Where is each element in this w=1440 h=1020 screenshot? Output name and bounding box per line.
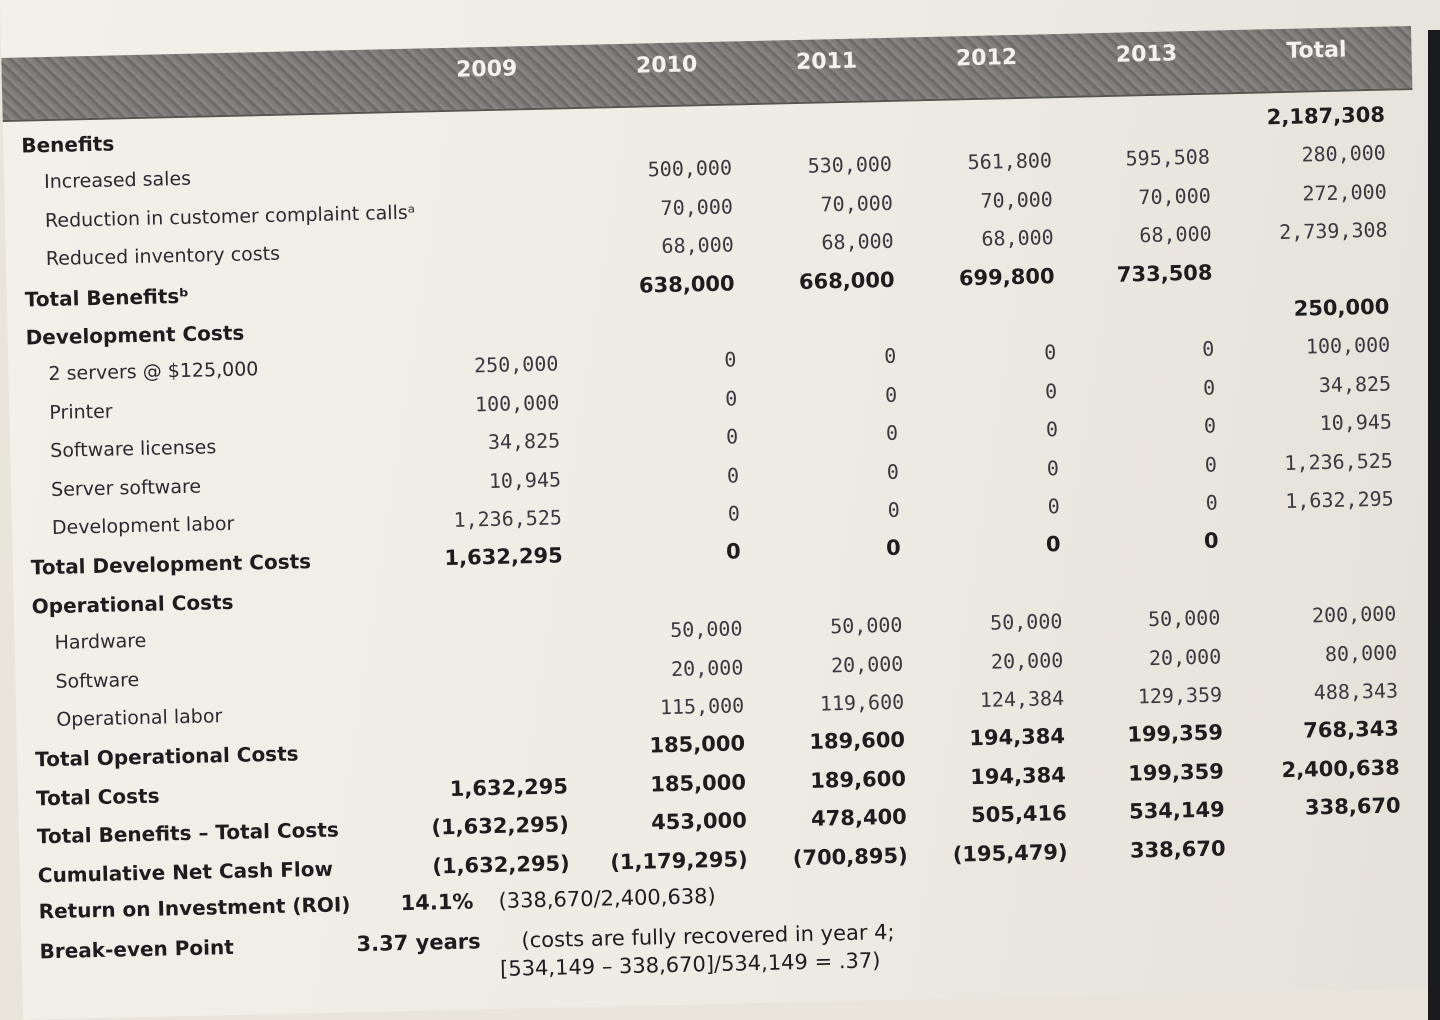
- cell-2010: 0: [726, 462, 740, 488]
- cell-2011: 0: [886, 459, 900, 484]
- cell-2013: [1073, 299, 1213, 302]
- cell-2013: 0: [1202, 375, 1216, 400]
- cell-2009: [423, 582, 563, 585]
- year-header-2013: 2013: [1115, 41, 1178, 68]
- cell-total: [1255, 563, 1395, 566]
- cell-2012: 0: [1045, 417, 1059, 442]
- cell-2012: 0: [1044, 378, 1058, 404]
- cell-2012: 50,000: [989, 609, 1063, 635]
- cell-total: 488,343: [1313, 678, 1399, 705]
- cell-2010: 185,000: [650, 770, 747, 797]
- cell-2009: 100,000: [474, 390, 560, 417]
- cell-2009: [415, 198, 555, 201]
- cell-2009: 10,945: [488, 466, 562, 493]
- cell-2012: 699,800: [958, 263, 1055, 290]
- cell-2009: [416, 275, 556, 278]
- cell-2013: 0: [1203, 413, 1217, 438]
- cell-2011: 0: [885, 420, 899, 446]
- cell-2011: 0: [885, 536, 901, 561]
- row-label: Increased sales: [43, 168, 192, 194]
- cell-total: 280,000: [1301, 140, 1387, 167]
- cell-2010: [601, 578, 741, 581]
- cell-2010: 185,000: [649, 731, 746, 758]
- row-label: Operational Costs: [31, 589, 234, 619]
- cell-2012: 68,000: [981, 225, 1054, 251]
- cell-2013: [1069, 107, 1209, 110]
- roi-label: Return on Investment (ROI): [38, 892, 351, 924]
- row-label: Reduction in customer complaint callsᵃ: [44, 201, 416, 232]
- cell-total: 1,236,525: [1284, 448, 1394, 475]
- cell-2010: 0: [724, 347, 737, 373]
- cell-2009: [427, 736, 567, 739]
- row-label: Operational labor: [56, 705, 223, 731]
- cell-total: 338,670: [1304, 793, 1401, 820]
- year-header-2012: 2012: [955, 44, 1018, 72]
- row-label: Total Benefitsᵇ: [24, 283, 190, 312]
- cell-2013: 0: [1201, 336, 1215, 362]
- cell-2011: 530,000: [807, 152, 893, 179]
- page-edge-shadow: [1428, 30, 1440, 1020]
- cell-2012: [921, 571, 1061, 574]
- row-label: Benefits: [21, 131, 115, 158]
- cell-2010: 638,000: [638, 271, 735, 298]
- row-label: Reduced inventory costs: [45, 242, 281, 271]
- cell-2012: 70,000: [980, 186, 1054, 213]
- cell-2010: 500,000: [647, 155, 733, 182]
- cell-total: 1,632,295: [1285, 486, 1394, 513]
- cell-2010: [591, 117, 731, 120]
- year-header-2010: 2010: [635, 52, 698, 79]
- cell-2013: 338,670: [1129, 836, 1226, 863]
- cell-2010: 68,000: [661, 232, 735, 259]
- cell-2013: 199,359: [1127, 759, 1225, 786]
- cell-2013: 50,000: [1147, 605, 1221, 632]
- cell-2011: [751, 114, 891, 117]
- cell-2010: [595, 309, 735, 312]
- cell-2013: 129,359: [1137, 682, 1223, 709]
- cell-2010: 0: [727, 501, 741, 526]
- cell-2011: 0: [883, 344, 897, 369]
- cell-2009: [425, 659, 565, 662]
- cell-2012: [915, 302, 1055, 305]
- cell-2012: 194,384: [969, 762, 1067, 789]
- cell-2013: 0: [1203, 528, 1219, 554]
- row-label: Total Development Costs: [30, 549, 312, 580]
- cell-2010: 0: [725, 424, 739, 449]
- cell-2009: [426, 697, 566, 700]
- cell-total: 272,000: [1302, 179, 1387, 206]
- cell-2011: 189,600: [809, 766, 907, 793]
- cell-2009: [416, 237, 556, 240]
- cell-2011: 50,000: [829, 612, 903, 639]
- cell-2013: 68,000: [1139, 221, 1212, 248]
- breakeven-note-line2: [534,149 – 338,670]/534,149 = .37): [499, 948, 881, 981]
- cell-2009: 34,825: [487, 428, 561, 455]
- cell-2011: 189,600: [809, 728, 906, 755]
- roi-formula: (338,670/2,400,638): [498, 883, 716, 913]
- cell-2013: [1079, 567, 1219, 570]
- cell-total: 2,400,638: [1281, 755, 1401, 782]
- cell-total: 80,000: [1324, 640, 1398, 666]
- cell-2009: [424, 621, 564, 624]
- cell-total: 200,000: [1311, 601, 1397, 628]
- cell-2011: 478,400: [810, 804, 908, 831]
- cell-2011: 68,000: [821, 228, 894, 255]
- cell-2011: 668,000: [798, 267, 895, 294]
- breakeven-note-line1: (costs are fully recovered in year 4;: [521, 919, 895, 953]
- cell-2010: 0: [725, 539, 741, 565]
- cell-2013: 595,508: [1125, 144, 1211, 171]
- cell-2009: [413, 121, 553, 124]
- cell-2013: 70,000: [1138, 183, 1212, 210]
- cell-2010: 50,000: [669, 616, 743, 643]
- breakeven-label: Break-even Point: [39, 934, 235, 964]
- year-header-total: Total: [1286, 37, 1347, 64]
- cell-2012: 0: [1045, 532, 1061, 557]
- cell-2010: (1,179,295): [610, 846, 748, 874]
- cell-2011: 20,000: [830, 651, 904, 677]
- cell-2013: 199,359: [1127, 720, 1224, 748]
- row-label: Hardware: [54, 630, 147, 655]
- cell-2013: 20,000: [1148, 644, 1222, 670]
- row-label: Total Benefits – Total Costs: [36, 817, 340, 849]
- row-label: Software licenses: [49, 436, 217, 463]
- cell-total: 768,343: [1302, 716, 1400, 744]
- cell-2010: 0: [724, 386, 738, 411]
- row-label: Total Operational Costs: [34, 741, 299, 772]
- cell-total: 10,945: [1319, 409, 1393, 436]
- cell-2009: (1,632,295): [431, 812, 570, 840]
- cell-2012: [911, 110, 1051, 113]
- cell-total: 2,739,308: [1278, 217, 1388, 245]
- cell-total: 250,000: [1293, 294, 1390, 321]
- cell-2011: [755, 306, 895, 309]
- row-label: Software: [55, 668, 140, 693]
- cell-2012: 124,384: [979, 686, 1065, 712]
- row-label: Server software: [50, 475, 202, 501]
- cell-2013: 733,508: [1116, 260, 1213, 287]
- cell-2009: 1,236,525: [453, 505, 563, 532]
- cell-2012: 561,800: [967, 148, 1053, 175]
- cell-2010: 453,000: [650, 808, 748, 835]
- cell-2011: 0: [884, 382, 898, 407]
- row-label: 2 servers @ $125,000: [48, 358, 259, 386]
- cell-2009: 1,632,295: [444, 543, 564, 571]
- cell-total: [1254, 525, 1394, 528]
- cell-2009: [414, 160, 554, 163]
- cell-2013: 534,149: [1128, 797, 1225, 824]
- row-label: Printer: [49, 400, 113, 424]
- cell-2013: 0: [1204, 452, 1218, 477]
- row-label: Total Costs: [35, 783, 160, 811]
- year-header-2011: 2011: [795, 48, 858, 75]
- cell-2012: 505,416: [970, 801, 1067, 828]
- cell-2009: 1,632,295: [449, 774, 569, 801]
- cell-2012: 0: [1047, 494, 1061, 519]
- cell-total: 2,187,308: [1266, 102, 1386, 130]
- cell-2013: 0: [1205, 490, 1218, 515]
- row-label: Development labor: [51, 512, 235, 539]
- cell-2012: (195,479): [952, 839, 1068, 867]
- cell-total: 100,000: [1305, 332, 1391, 359]
- cell-2011: (700,895): [792, 843, 908, 870]
- cell-2012: 20,000: [990, 647, 1064, 674]
- cell-total: [1248, 256, 1388, 259]
- cell-2011: 0: [887, 497, 901, 522]
- cell-2011: 119,600: [819, 689, 905, 716]
- cell-2011: [761, 574, 901, 577]
- cell-2012: 0: [1043, 340, 1057, 365]
- year-header-2009: 2009: [455, 56, 518, 83]
- cell-2012: 194,384: [969, 724, 1066, 751]
- cell-2012: 0: [1046, 455, 1060, 480]
- cell-2009: 250,000: [473, 351, 559, 378]
- cell-2009: [417, 313, 557, 316]
- cell-total: [1261, 832, 1401, 835]
- cell-2010: 70,000: [660, 194, 734, 220]
- cell-2009: (1,632,295): [432, 850, 570, 879]
- cell-2010: 115,000: [659, 693, 745, 720]
- cell-2010: 20,000: [670, 654, 744, 681]
- cell-total: 34,825: [1318, 371, 1392, 397]
- row-label: Development Costs: [25, 320, 245, 350]
- breakeven-value: 3.37 years: [356, 929, 481, 957]
- roi-value: 14.1%: [400, 889, 474, 916]
- cell-2011: 70,000: [820, 190, 894, 217]
- row-label: Cumulative Net Cash Flow: [37, 856, 334, 887]
